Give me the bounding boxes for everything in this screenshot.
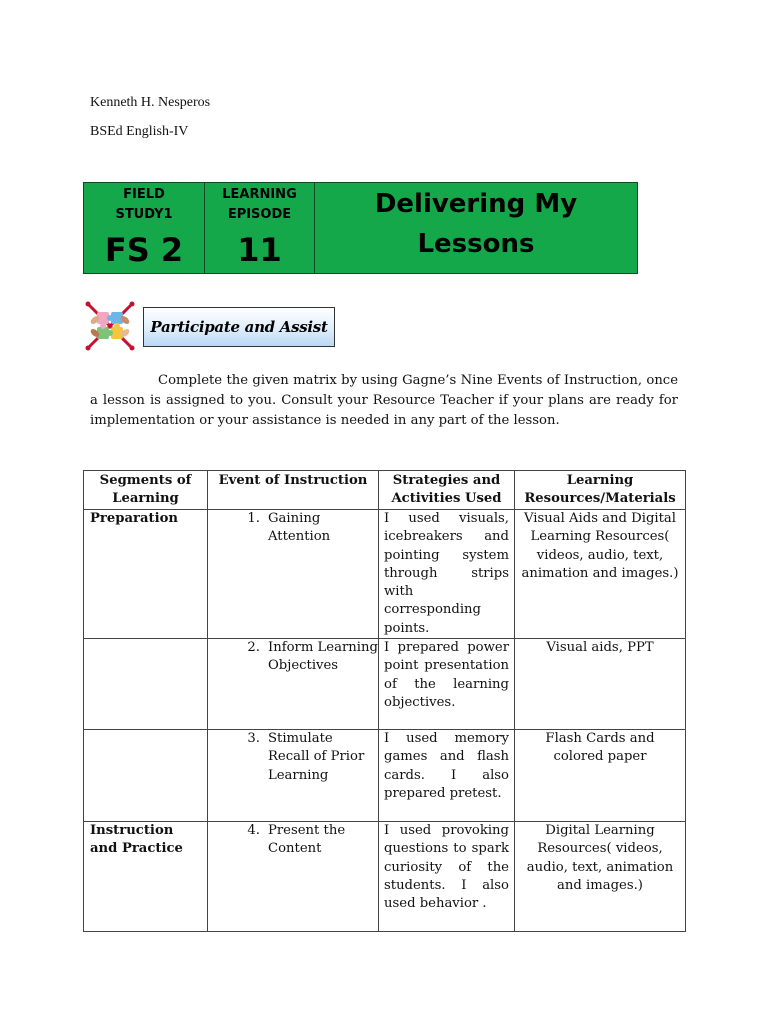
header-resources: Learning Resources/Materials xyxy=(515,471,686,510)
episode-number: 11 xyxy=(237,231,282,269)
resources-cell: Digital Learning Resources( videos, audio, text, animation and images.) xyxy=(515,822,686,932)
event-label: Gaining Attention xyxy=(268,511,331,545)
event-label: Stimulate Recall of Prior Learning xyxy=(268,731,365,783)
resources-cell: Flash Cards and colored paper xyxy=(515,730,686,822)
header-strategies: Strategies and Activities Used xyxy=(379,471,515,510)
participate-assist-label: Participate and Assist xyxy=(150,318,328,336)
event-number: 3. xyxy=(247,731,260,747)
table-header-row xyxy=(84,471,686,510)
gagne-matrix-table xyxy=(83,470,686,932)
segment-cell: Preparation xyxy=(84,510,208,639)
event-cell xyxy=(208,730,379,822)
episode-label-line-1: LEARNING xyxy=(222,187,297,202)
title-banner xyxy=(83,182,638,274)
table-row xyxy=(84,639,686,730)
field-study-value: FS 2 xyxy=(104,231,184,269)
table-row xyxy=(84,822,686,932)
event-label: Inform Learning Objectives xyxy=(268,640,378,674)
participate-assist-label-box xyxy=(143,307,335,347)
instructions-paragraph: Complete the given matrix by using Gagne’s Nine Events of Instruction, once a lesson is assigned to you. Consult your Resource Teacher if your plans are ready for implementation or your assistance is needed in any part of the lesson. xyxy=(90,373,678,428)
resources-cell: Visual Aids and Digital Learning Resources( videos, audio, text, animation and images.) xyxy=(515,510,686,639)
event-label: Present the Content xyxy=(268,823,346,857)
strategy-cell: I prepared power point presentation of the learning objectives. xyxy=(379,639,515,730)
event-cell xyxy=(208,639,379,730)
segment-cell xyxy=(84,730,208,822)
event-cell xyxy=(208,822,379,932)
event-number: 1. xyxy=(247,511,260,526)
course-name: BSEd English-IV xyxy=(90,124,189,139)
field-label-line-1: FIELD xyxy=(123,187,165,202)
segment-cell xyxy=(84,639,208,730)
table-row xyxy=(84,510,686,639)
resources-cell: Visual aids, PPT xyxy=(515,639,686,730)
event-cell xyxy=(208,510,379,639)
lesson-title-cell xyxy=(315,183,637,273)
episode-label-line-2: EPISODE xyxy=(227,207,292,222)
field-study-cell xyxy=(84,183,205,273)
lesson-title-line-1: Delivering My xyxy=(374,189,578,219)
field-label-line-2: STUDY1 xyxy=(115,207,173,222)
header-segments: Segments of Learning xyxy=(84,471,208,510)
strategy-cell: I used visuals, icebreakers and pointing system through strips with corresponding points. xyxy=(379,510,515,639)
author-name: Kenneth H. Nesperos xyxy=(90,95,211,110)
strategy-cell: I used memory games and flash cards. I also prepared pretest. xyxy=(379,730,515,822)
learning-episode-cell xyxy=(205,183,315,273)
strategy-cell: I used provoking questions to spark curiosity of the students. I also used behavior . xyxy=(379,822,515,932)
segment-cell: Instruction and Practice xyxy=(84,822,208,932)
header-event: Event of Instruction xyxy=(208,471,379,510)
event-number: 4. xyxy=(247,823,260,839)
table-row xyxy=(84,730,686,822)
puzzle-hands-icon xyxy=(84,300,136,352)
event-number: 2. xyxy=(247,640,260,656)
lesson-title-line-2: Lessons xyxy=(417,229,535,259)
